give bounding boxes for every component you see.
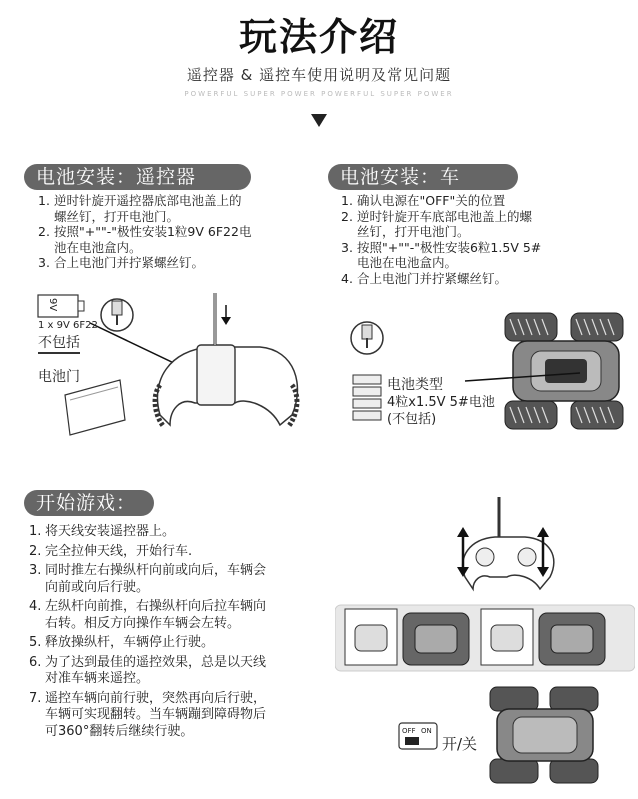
step-text: 将天线安装遥控器上。 <box>45 524 176 539</box>
remote-battery-steps <box>38 193 298 271</box>
play-illustrations <box>335 497 635 797</box>
battery-9v-icon <box>38 295 78 317</box>
car-step <box>341 209 611 240</box>
car-step <box>341 271 611 287</box>
switch-off-label: OFF <box>402 727 416 735</box>
step-text: 按照"+""-"极性安装6粒1.5V 5# 电池在电池盒内。 <box>357 239 542 270</box>
step-text: 遥控车辆向前行驶，突然再向后行驶， 车辆可实现翻转。当车辆蹦到障碍物后 可360°翻转后继续行驶。 <box>45 690 267 739</box>
step-number: 4. <box>29 599 42 614</box>
switch-on-label: ON <box>421 727 432 735</box>
step-number: 7. <box>29 690 42 706</box>
step-number: 1. <box>29 524 42 539</box>
page-title: 玩法介绍 <box>238 15 399 59</box>
car-battery-steps <box>341 193 611 286</box>
car-step <box>341 240 611 271</box>
car-step <box>341 193 611 209</box>
tagline: POWERFUL SUPER POWER POWERFUL SUPER POWER <box>184 90 454 98</box>
aa-batteries-icon <box>353 375 381 420</box>
step-text: 逆时针旋开车底部电池盖上的螺 丝钉，打开电池门。 <box>357 208 533 239</box>
start-play-heading: 开始游戏： <box>24 490 154 516</box>
step-number: 5. <box>29 635 42 650</box>
step-number: 3. <box>38 255 50 270</box>
step-text: 合上电池门并拧紧螺丝钉。 <box>357 270 508 286</box>
step-text: 确认电源在"OFF"关的位置 <box>357 193 506 208</box>
step-number: 3. <box>29 563 42 578</box>
play-step <box>29 599 334 632</box>
step-text: 释放操纵杆，车辆停止行驶。 <box>45 635 215 650</box>
step-text: 为了达到最佳的遥控效果，总是以天线 对准车辆来遥控。 <box>45 654 267 686</box>
page-subtitle: 遥控器 & 遥控车使用说明及常见问题 <box>186 66 452 84</box>
down-arrow-icon <box>311 114 327 127</box>
remote-step <box>38 255 298 271</box>
step-text: 同时推左右操纵杆向前或向后，车辆会 向前或向后行驶。 <box>45 563 267 595</box>
power-switch-label: 开/关 <box>442 735 478 753</box>
step-number: 3. <box>341 239 353 255</box>
step-number: 1. <box>38 193 50 208</box>
play-step <box>29 563 334 596</box>
play-step <box>29 524 334 541</box>
step-text: 合上电池门并拧紧螺丝钉。 <box>54 255 205 270</box>
battery-type-label: 电池类型 <box>387 377 443 393</box>
remote-joystick-icon <box>457 497 554 589</box>
battery-top-label: 9V <box>47 298 58 312</box>
battery-spec-label: 1 x 9V 6F22 <box>38 320 98 331</box>
play-step <box>29 635 334 652</box>
stunt-car-bottom-icon <box>490 687 598 783</box>
remote-step <box>38 224 298 255</box>
not-included-label: 不包括 <box>38 334 80 354</box>
battery-type-value: 4粒x1.5V 5#电池 <box>387 395 495 410</box>
step-text: 左纵杆向前推，右操纵杆向后拉车辆向 右转。相反方向操作车辆会左转。 <box>45 599 267 631</box>
step-number: 2. <box>38 224 50 239</box>
battery-door-label: 电池门 <box>38 369 80 385</box>
play-steps <box>29 524 334 743</box>
battery-type-note: (不包括) <box>387 412 437 427</box>
step-number: 1. <box>341 193 353 208</box>
remote-battery-illustration <box>30 285 300 440</box>
step-number: 6. <box>29 654 42 670</box>
car-battery-heading: 电池安装：车 <box>328 164 518 190</box>
step-text: 完全拉伸天线，开始行车. <box>45 543 193 559</box>
stunt-car-icon <box>505 313 623 429</box>
step-number: 2. <box>29 543 42 559</box>
battery-door-icon <box>65 380 125 435</box>
play-step <box>29 544 334 561</box>
remote-battery-heading: 电池安装：遥控器 <box>24 164 251 190</box>
step-text: 逆时针旋开遥控器底部电池盖上的 螺丝钉，打开电池门。 <box>54 193 242 224</box>
remote-step <box>38 193 298 224</box>
step-text: 按照"+""-"极性安装1粒9V 6F22电 池在电池盒内。 <box>54 224 252 255</box>
play-step <box>29 655 334 688</box>
play-step <box>29 691 334 741</box>
step-number: 2. <box>341 208 353 224</box>
step-number: 4. <box>341 270 353 286</box>
